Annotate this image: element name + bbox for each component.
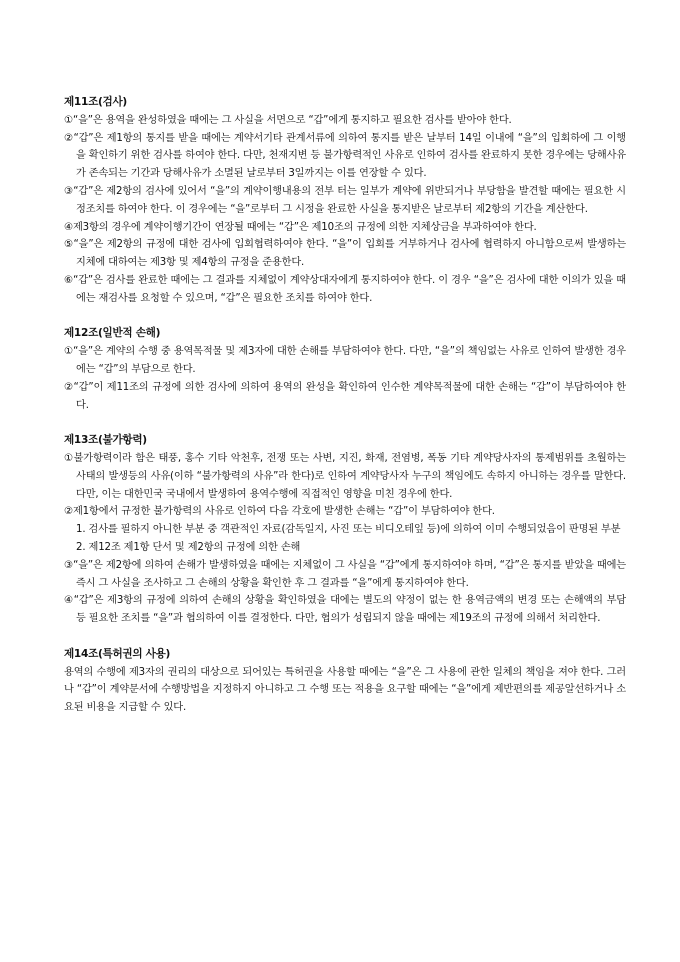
article-12-clause-2: ②“갑”이 제11조의 규정에 의한 검사에 의하여 용역의 완성을 확인하여 인수한 계약목적물에 대한 손해는 “갑”이 부담하여야 한다. <box>64 381 626 411</box>
article-13-item-1: 1. 검사를 필하지 아니한 부분 중 객관적인 자료(감독일지, 사진 또는 비디오테잎 등)에 의하여 이미 수행되었음이 판명된 부분 <box>76 524 621 536</box>
article-13-heading: 제13조(불가항력) <box>64 434 147 447</box>
article-11 <box>64 94 626 308</box>
article-11-clause-3: ③“갑”은 제2항의 검사에 있어서 “을”의 계약이행내용의 전부 터는 일부가 계약에 위반되거나 부당함을 발견할 때에는 필요한 시정조치를 하여야 한다. 이 경우에는 “을”로부터 그 시정을 완료한 사실을 통지받은 날로부터 제2항의 기간을 계산한다. <box>64 185 626 215</box>
article-13 <box>64 432 626 628</box>
article-13-clause-2: ②제1항에서 규정한 불가항력의 사유로 인하여 다음 각호에 발생한 손해는 “갑”이 부담하여야 한다. <box>64 506 495 518</box>
article-11-clause-6: ⑥“갑”은 검사를 완료한 때에는 그 결과를 지체없이 계약상대자에게 통지하여야 한다. 이 경우 “을”은 검사에 대한 이의가 있을 때에는 재검사를 요청할 수 있으며, “갑”은 필요한 조치를 하여야 한다. <box>64 274 626 304</box>
article-13-clause-3: ③“을”은 제2항에 의하여 손해가 발생하였을 때에는 지체없이 그 사실을 “갑”에게 통지하여야 하며, “갑”은 통지를 받았을 때에는 즉시 그 사실을 조사하고 그 손해의 상황을 확인한 후 그 결과를 “을”에게 통지하여야 한다. <box>64 559 626 589</box>
article-11-clause-4: ④제3항의 경우에 계약이행기간이 연장될 때에는 “갑”은 제10조의 규정에 의한 지체상금을 부과하여야 한다. <box>64 221 537 233</box>
article-11-clause-5: ⑤“을”은 제2항의 규정에 대한 검사에 입회협력하여야 한다. “을”이 입회를 거부하거나 검사에 협력하지 아니함으로써 발생하는 지체에 대하여는 제3항 및 제4항의 규정을 준용한다. <box>64 239 626 269</box>
article-14 <box>64 646 626 717</box>
article-12 <box>64 325 626 414</box>
article-12-clause-1: ①“을”은 계약의 수행 중 용역목적물 및 제3자에 대한 손해를 부담하여야 한다. 다만, “을”의 책임없는 사유로 인하여 발생한 경우에는 “갑”의 부담으로 한다. <box>64 346 626 375</box>
article-11-heading: 제11조(검사) <box>64 96 127 108</box>
article-14-body: 용역의 수행에 제3자의 권리의 대상으로 되어있는 특허권을 사용할 때에는 “을”은 그 사용에 관한 일체의 책임을 져야 한다. 그러나 “갑”이 계약문서에 수행방법을 지정하지 아니하고 그 수행 또는 적용을 요구할 때에는 “을”에게 제반편의를 제공알선하거나 소요된 비용을 지급할 수 있다. <box>64 666 626 714</box>
article-14-heading: 제14조(특허권의 사용) <box>64 647 171 660</box>
article-13-clause-4: ④“갑”은 제3항의 규정에 의하여 손해의 상황을 확인하였을 대에는 별도의 약정이 없는 한 용역금액의 변경 또는 손해액의 부담 등 필요한 조치를 “을”과 협의하여 이를 결정한다. 다만, 협의가 성립되지 않을 때에는 제19조의 규정에 의해서 처리한다. <box>64 595 626 625</box>
document-page <box>64 94 626 735</box>
article-11-clause-2: ②“갑”은 제1항의 통지를 받을 때에는 계약서기타 관계서류에 의하여 통지를 받은 날부터 14일 이내에 “을”의 입회하에 그 이행을 확인하기 위한 검사를 하여야 한다. 다만, 천재지변 등 불가항력적인 사유로 인하여 검사를 완료하지 못한 경우에는 당해사유가 존속되는 기간과 당해사유가 소멸된 날로부터 3일까지는 이를 연장할 수 있다. <box>64 132 626 180</box>
article-12-heading: 제12조(일반적 손해) <box>64 327 161 340</box>
article-13-item-2: 2. 제12조 제1항 단서 및 제2항의 규정에 의한 손해 <box>76 541 301 553</box>
article-13-clause-1: ①불가항력이라 함은 태풍, 홍수 기타 악천후, 전쟁 또는 사변, 지진, 화재, 전염병, 폭동 기타 계약당사자의 통제범위를 초월하는 사태의 발생등의 사유(이하 “불가항력의 사유”라 한다)로 인하여 계약당사자 누구의 책임에도 속하지 아니하는 경우를 말한다. 다만, 이는 대한민국 국내에서 발생하여 용역수행에 직접적인 영향을 미친 경우에 한다. <box>64 452 626 500</box>
article-11-clause-1: ①“을”은 용역을 완성하였을 때에는 그 사실을 서면으로 “갑”에게 통지하고 필요한 검사를 받아야 한다. <box>64 114 512 126</box>
